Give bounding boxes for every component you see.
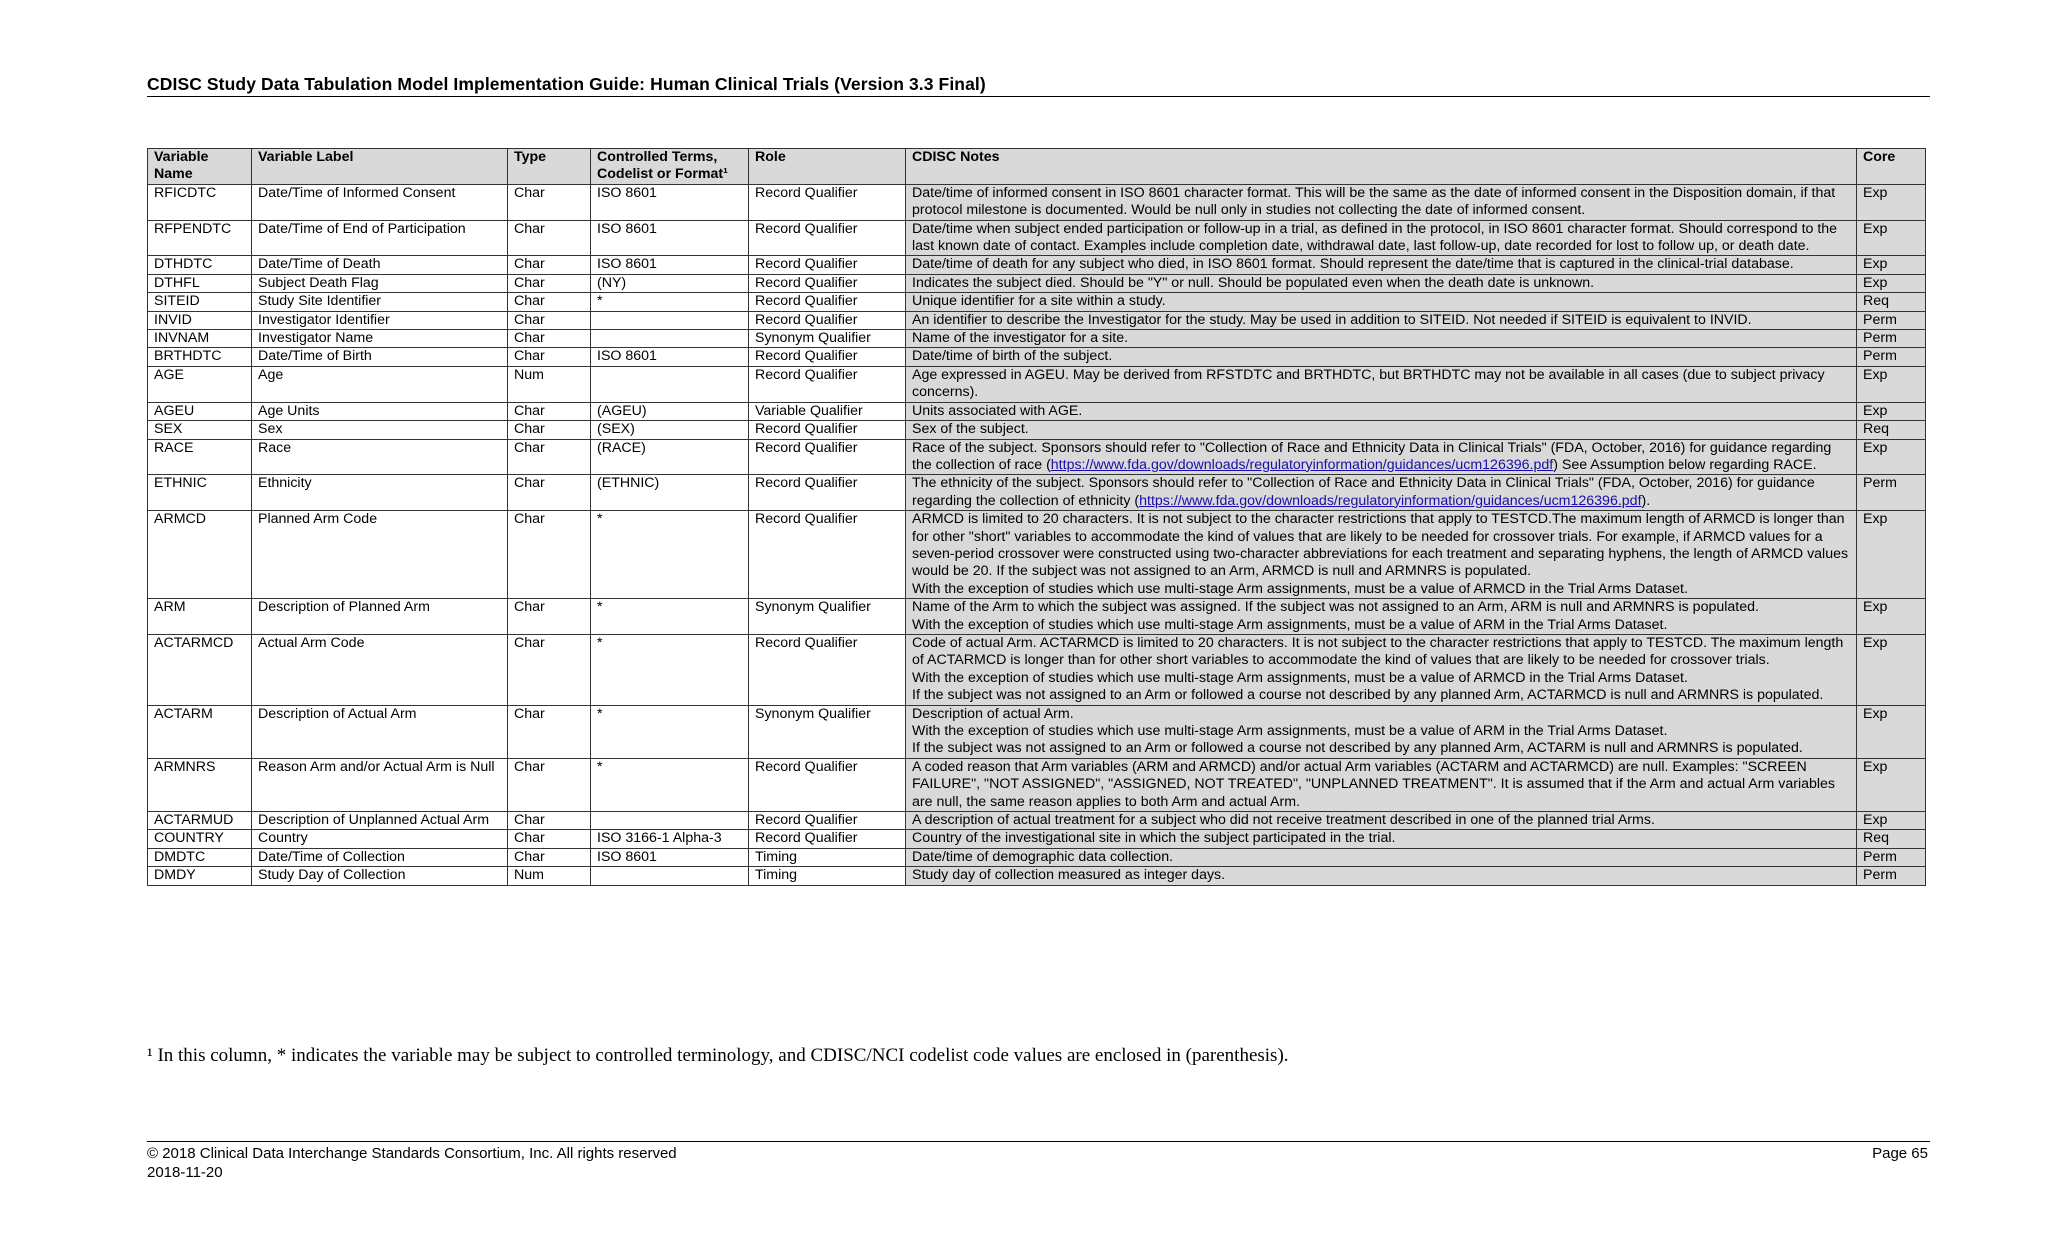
variable-label-cell: Reason Arm and/or Actual Arm is Null (252, 758, 508, 811)
controlled-terms-cell: ISO 8601 (591, 220, 749, 256)
controlled-terms-cell: (ETHNIC) (591, 475, 749, 511)
table-row (148, 256, 1926, 274)
role-cell: Synonym Qualifier (749, 599, 906, 635)
type-cell: Num (508, 867, 591, 885)
footer-divider (147, 1141, 1930, 1142)
table-row (148, 402, 1926, 420)
variable-label-cell: Description of Planned Arm (252, 599, 508, 635)
controlled-terms-cell: * (591, 293, 749, 311)
core-cell: Perm (1857, 475, 1926, 511)
table-row (148, 634, 1926, 705)
cdisc-notes-cell (906, 274, 1857, 292)
cdisc-notes-cell (906, 812, 1857, 830)
table-body (148, 184, 1926, 885)
table-row (148, 184, 1926, 220)
cdisc-notes-cell (906, 705, 1857, 758)
type-cell: Char (508, 599, 591, 635)
cdisc-notes-cell (906, 366, 1857, 402)
variable-label-cell: Description of Unplanned Actual Arm (252, 812, 508, 830)
role-cell: Record Qualifier (749, 366, 906, 402)
controlled-terms-cell: ISO 8601 (591, 348, 749, 366)
core-cell: Exp (1857, 402, 1926, 420)
table-row (148, 220, 1926, 256)
core-cell: Perm (1857, 867, 1926, 885)
variable-name-cell: RFPENDTC (148, 220, 252, 256)
role-cell: Record Qualifier (749, 184, 906, 220)
variable-name-cell: RFICDTC (148, 184, 252, 220)
note-paragraph: Study day of collection measured as integer days. (912, 867, 1226, 884)
variable-label-cell: Date/Time of Death (252, 256, 508, 274)
cdisc-notes-cell (906, 220, 1857, 256)
variable-name-cell: DMDTC (148, 848, 252, 866)
core-cell: Req (1857, 293, 1926, 311)
core-cell: Exp (1857, 366, 1926, 402)
type-cell: Num (508, 366, 591, 402)
core-cell: Exp (1857, 599, 1926, 635)
note-paragraph: Units associated with AGE. (912, 402, 1083, 419)
table-row (148, 293, 1926, 311)
cdisc-notes-cell (906, 867, 1857, 885)
table-row (148, 705, 1926, 758)
header-divider (147, 96, 1930, 97)
controlled-terms-cell: * (591, 634, 749, 705)
note-paragraph: Name of the investigator for a site. (912, 330, 1129, 347)
controlled-terms-cell (591, 330, 749, 348)
note-paragraph: A coded reason that Arm variables (ARM and ARMCD) and/or actual Arm variables (ACTARM and ACTARMCD) are null. Examples: "SCREEN FAILURE", "NOT ASSIGNED", "ASSIGNED, NOT TREATED", "UNPLANNED TREATMENT". It is assumed that if the Arm and actual Arm variables are null, the same reason applies to both Arm and actual Arm. (912, 758, 1836, 810)
variable-label-cell: Date/Time of Collection (252, 848, 508, 866)
role-cell: Record Qualifier (749, 274, 906, 292)
role-cell: Record Qualifier (749, 311, 906, 329)
variable-label-cell: Race (252, 439, 508, 475)
variable-name-cell: INVNAM (148, 330, 252, 348)
core-cell: Req (1857, 830, 1926, 848)
variable-name-cell: AGE (148, 366, 252, 402)
variable-name-cell: AGEU (148, 402, 252, 420)
page-header-title: CDISC Study Data Tabulation Model Implementation Guide: Human Clinical Trials (Version 3.3 Final) (147, 74, 986, 94)
type-cell: Char (508, 830, 591, 848)
table-row (148, 867, 1926, 885)
note-paragraph: With the exception of studies which use multi-stage Arm assignments, must be a value of ARMCD in the Trial Arms Dataset. (912, 669, 1688, 686)
cdisc-notes-cell (906, 475, 1857, 511)
note-paragraph: A description of actual treatment for a subject who did not receive treatment described in one of the planned trial Arms. (912, 812, 1655, 829)
type-cell: Char (508, 256, 591, 274)
controlled-terms-cell: (RACE) (591, 439, 749, 475)
note-paragraph: An identifier to describe the Investigator for the study. May be used in addition to SITEID. Not needed if SITEID is equivalent to INVID. (912, 311, 1752, 328)
type-cell: Char (508, 812, 591, 830)
page-number: Page 65 (1872, 1145, 1928, 1162)
controlled-terms-cell: ISO 8601 (591, 256, 749, 274)
core-cell: Perm (1857, 311, 1926, 329)
role-cell: Synonym Qualifier (749, 330, 906, 348)
core-cell: Exp (1857, 274, 1926, 292)
note-paragraph: Age expressed in AGEU. May be derived from RFSTDTC and BRTHDTC, but BRTHDTC may not be available in all cases (due to subject privacy concerns). (912, 366, 1825, 401)
note-paragraph: Description of actual Arm. (912, 705, 1074, 722)
role-cell: Record Qualifier (749, 475, 906, 511)
cdisc-notes-cell (906, 311, 1857, 329)
variable-name-cell: DTHDTC (148, 256, 252, 274)
variable-name-cell: BRTHDTC (148, 348, 252, 366)
note-paragraph: With the exception of studies which use multi-stage Arm assignments, must be a value of ARM in the Trial Arms Dataset. (912, 616, 1668, 633)
type-cell: Char (508, 274, 591, 292)
variable-label-cell: Date/Time of Birth (252, 348, 508, 366)
table-footnote: ¹ In this column, * indicates the variable may be subject to controlled terminology, and CDISC/NCI codelist code values are enclosed in (parenthesis). (147, 1045, 1289, 1066)
variable-name-cell: ARMCD (148, 511, 252, 599)
core-cell: Req (1857, 421, 1926, 439)
controlled-terms-cell: * (591, 758, 749, 811)
role-cell: Record Qualifier (749, 758, 906, 811)
cdisc-notes-cell (906, 421, 1857, 439)
variable-label-cell: Ethnicity (252, 475, 508, 511)
variable-name-cell: DMDY (148, 867, 252, 885)
column-header-cdisc-notes: CDISC Notes (906, 149, 1857, 185)
table-row (148, 812, 1926, 830)
variable-label-cell: Study Day of Collection (252, 867, 508, 885)
variable-label-cell: Subject Death Flag (252, 274, 508, 292)
table-row (148, 421, 1926, 439)
type-cell: Char (508, 475, 591, 511)
variable-label-cell: Actual Arm Code (252, 634, 508, 705)
cdisc-notes-cell (906, 830, 1857, 848)
fda-guidance-link[interactable]: https://www.fda.gov/downloads/regulatoryinformation/guidances/ucm126396.pdf (1050, 456, 1554, 473)
variable-label-cell: Investigator Identifier (252, 311, 508, 329)
controlled-terms-cell: * (591, 599, 749, 635)
role-cell: Record Qualifier (749, 293, 906, 311)
variable-label-cell: Date/Time of End of Participation (252, 220, 508, 256)
cdisc-notes-cell (906, 634, 1857, 705)
controlled-terms-cell (591, 867, 749, 885)
cdisc-notes-cell (906, 511, 1857, 599)
cdisc-notes-cell (906, 330, 1857, 348)
role-cell: Synonym Qualifier (749, 705, 906, 758)
table-header-row (148, 149, 1926, 185)
note-paragraph: Indicates the subject died. Should be "Y" or null. Should be populated even when the death date is unknown. (912, 274, 1595, 291)
type-cell: Char (508, 758, 591, 811)
table-row (148, 330, 1926, 348)
column-header-core: Core (1857, 149, 1926, 185)
controlled-terms-cell: (SEX) (591, 421, 749, 439)
controlled-terms-cell: (NY) (591, 274, 749, 292)
type-cell: Char (508, 311, 591, 329)
cdisc-notes-cell (906, 758, 1857, 811)
variable-name-cell: SITEID (148, 293, 252, 311)
note-paragraph: With the exception of studies which use multi-stage Arm assignments, must be a value of ARM in the Trial Arms Dataset. (912, 723, 1668, 739)
role-cell: Record Qualifier (749, 421, 906, 439)
core-cell: Perm (1857, 330, 1926, 348)
core-cell: Exp (1857, 511, 1926, 599)
role-cell: Record Qualifier (749, 511, 906, 599)
controlled-terms-cell (591, 366, 749, 402)
note-text: Race of the subject. Sponsors should refer to "Collection of Race and Ethnicity Data in Clinical Trials" (FDA, October, 2016) for guidance regarding the collection of race ( (912, 439, 1832, 473)
variable-label-cell: Sex (252, 421, 508, 439)
controlled-terms-cell (591, 812, 749, 830)
type-cell: Char (508, 848, 591, 866)
controlled-terms-cell: * (591, 705, 749, 758)
column-header-role: Role (749, 149, 906, 185)
cdisc-notes-cell (906, 348, 1857, 366)
table-row (148, 758, 1926, 811)
type-cell: Char (508, 402, 591, 420)
type-cell: Char (508, 421, 591, 439)
column-header-variable-name: Variable Name (148, 149, 252, 185)
table-row (148, 511, 1926, 599)
cdisc-notes-cell (906, 184, 1857, 220)
note-paragraph: Date/time of informed consent in ISO 8601 character format. This will be the same as the date of informed consent in the Disposition domain, if that protocol milestone is documented. Would be null only in studies not collecting the date of informed consent. (912, 184, 1836, 219)
type-cell: Char (508, 220, 591, 256)
type-cell: Char (508, 634, 591, 705)
column-header-controlled-terms: Controlled Terms, Codelist or Format¹ (591, 149, 749, 185)
controlled-terms-cell: ISO 3166-1 Alpha-3 (591, 830, 749, 848)
core-cell: Exp (1857, 812, 1926, 830)
note-paragraph: Country of the investigational site in which the subject participated in the trial. (912, 830, 1396, 847)
core-cell: Exp (1857, 220, 1926, 256)
variable-name-cell: RACE (148, 439, 252, 475)
variable-name-cell: ARMNRS (148, 758, 252, 811)
cdisc-notes-cell (906, 599, 1857, 635)
variable-label-cell: Description of Actual Arm (252, 705, 508, 758)
table-row (148, 848, 1926, 866)
role-cell: Timing (749, 867, 906, 885)
variable-table (147, 148, 1926, 886)
variable-label-cell: Planned Arm Code (252, 511, 508, 599)
note-paragraph: If the subject was not assigned to an Arm or followed a course not described by any planned Arm, ACTARM is null and ARMNRS is populated. (912, 740, 1803, 757)
type-cell: Char (508, 348, 591, 366)
variable-name-cell: ACTARMCD (148, 634, 252, 705)
table-row (148, 311, 1926, 329)
variable-label-cell: Study Site Identifier (252, 293, 508, 311)
role-cell: Record Qualifier (749, 348, 906, 366)
cdisc-notes-cell (906, 848, 1857, 866)
role-cell: Variable Qualifier (749, 402, 906, 420)
note-text-tail: ). (1641, 492, 1651, 509)
note-paragraph: Sex of the subject. (912, 421, 1029, 438)
role-cell: Timing (749, 848, 906, 866)
column-header-variable-label: Variable Label (252, 149, 508, 185)
type-cell: Char (508, 184, 591, 220)
role-cell: Record Qualifier (749, 220, 906, 256)
table-row (148, 475, 1926, 511)
core-cell: Exp (1857, 758, 1926, 811)
cdisc-notes-cell (906, 439, 1857, 475)
controlled-terms-cell: ISO 8601 (591, 184, 749, 220)
role-cell: Record Qualifier (749, 256, 906, 274)
table-row (148, 439, 1926, 475)
variable-name-cell: ETHNIC (148, 475, 252, 511)
table-row (148, 599, 1926, 635)
role-cell: Record Qualifier (749, 634, 906, 705)
core-cell: Exp (1857, 256, 1926, 274)
variable-label-cell: Age (252, 366, 508, 402)
variable-name-cell: INVID (148, 311, 252, 329)
core-cell: Exp (1857, 634, 1926, 705)
note-paragraph: Code of actual Arm. ACTARMCD is limited to 20 characters. It is not subject to the character restrictions that apply to TESTCD. The maximum length of ACTARMCD is longer than for other short variables to accommodate the kind of values that are likely to be needed for crossover trials. (912, 634, 1844, 669)
cdisc-notes-cell (906, 256, 1857, 274)
controlled-terms-cell: (AGEU) (591, 402, 749, 420)
variable-name-cell: ACTARM (148, 705, 252, 758)
note-paragraph: Date/time of birth of the subject. (912, 348, 1113, 365)
controlled-terms-cell: * (591, 511, 749, 599)
note-text-tail: ) See Assumption below regarding RACE. (1553, 456, 1817, 473)
table-row (148, 274, 1926, 292)
controlled-terms-cell: ISO 8601 (591, 848, 749, 866)
note-paragraph: Date/time of death for any subject who died, in ISO 8601 format. Should represent the date/time that is captured in the clinical-trial database. (912, 256, 1794, 273)
variable-name-cell: ARM (148, 599, 252, 635)
note-paragraph: With the exception of studies which use multi-stage Arm assignments, must be a value of ARMCD in the Trial Arms Dataset. (912, 580, 1688, 597)
fda-guidance-link[interactable]: https://www.fda.gov/downloads/regulatoryinformation/guidances/ucm126396.pdf (1139, 492, 1642, 509)
variable-name-cell: SEX (148, 421, 252, 439)
table-row (148, 348, 1926, 366)
type-cell: Char (508, 511, 591, 599)
variable-name-cell: DTHFL (148, 274, 252, 292)
type-cell: Char (508, 439, 591, 475)
controlled-terms-cell (591, 311, 749, 329)
core-cell: Exp (1857, 439, 1926, 475)
table-row (148, 366, 1926, 402)
cdisc-notes-cell (906, 293, 1857, 311)
core-cell: Exp (1857, 184, 1926, 220)
variable-label-cell: Date/Time of Informed Consent (252, 184, 508, 220)
note-paragraph: Date/time when subject ended participation or follow-up in a trial, as defined in the protocol, in ISO 8601 character format. Should correspond to the last known date of contact. Examples include completion date, withdrawal date, last follow-up, date recorded for lost to follow up, or death date. (912, 220, 1838, 255)
variable-label-cell: Investigator Name (252, 330, 508, 348)
type-cell: Char (508, 705, 591, 758)
cdisc-notes-cell (906, 402, 1857, 420)
variable-name-cell: COUNTRY (148, 830, 252, 848)
note-text: The ethnicity of the subject. Sponsors should refer to "Collection of Race and Ethnicity Data in Clinical Trials" (FDA, October, 2016) for guidance regarding the collection of ethnicity ( (912, 475, 1815, 509)
note-paragraph: Date/time of demographic data collection. (912, 848, 1174, 865)
note-paragraph: If the subject was not assigned to an Arm or followed a course not described by any planned Arm, ACTARMCD is null and ARMNRS is populated. (912, 687, 1824, 704)
column-header-type: Type (508, 149, 591, 185)
role-cell: Record Qualifier (749, 830, 906, 848)
core-cell: Perm (1857, 348, 1926, 366)
type-cell: Char (508, 293, 591, 311)
role-cell: Record Qualifier (749, 439, 906, 475)
variable-label-cell: Age Units (252, 402, 508, 420)
note-paragraph: Name of the Arm to which the subject was assigned. If the subject was not assigned to an Arm, ARM is null and ARMNRS is populated. (912, 599, 1759, 616)
role-cell: Record Qualifier (749, 812, 906, 830)
footer-copyright: © 2018 Clinical Data Interchange Standards Consortium, Inc. All rights reserved (147, 1145, 677, 1162)
table-row (148, 830, 1926, 848)
note-paragraph: Unique identifier for a site within a study. (912, 293, 1166, 310)
footer-date: 2018-11-20 (147, 1164, 223, 1181)
variable-name-cell: ACTARMUD (148, 812, 252, 830)
type-cell: Char (508, 330, 591, 348)
core-cell: Exp (1857, 705, 1926, 758)
core-cell: Perm (1857, 848, 1926, 866)
note-paragraph: ARMCD is limited to 20 characters. It is not subject to the character restrictions that apply to TESTCD.The maximum length of ARMCD is longer than for other "short" variables to accommodate the kind of values that are likely to be needed for crossover trials. For example, if ARMCD values for a seven-period crossover were constructed using two-character abbreviations for each treatment and separating hyphens, the length of ARMCD values would be 20. If the subject was not assigned to an Arm, ARMCD is null and ARMNRS is populated. (912, 511, 1849, 580)
variable-label-cell: Country (252, 830, 508, 848)
